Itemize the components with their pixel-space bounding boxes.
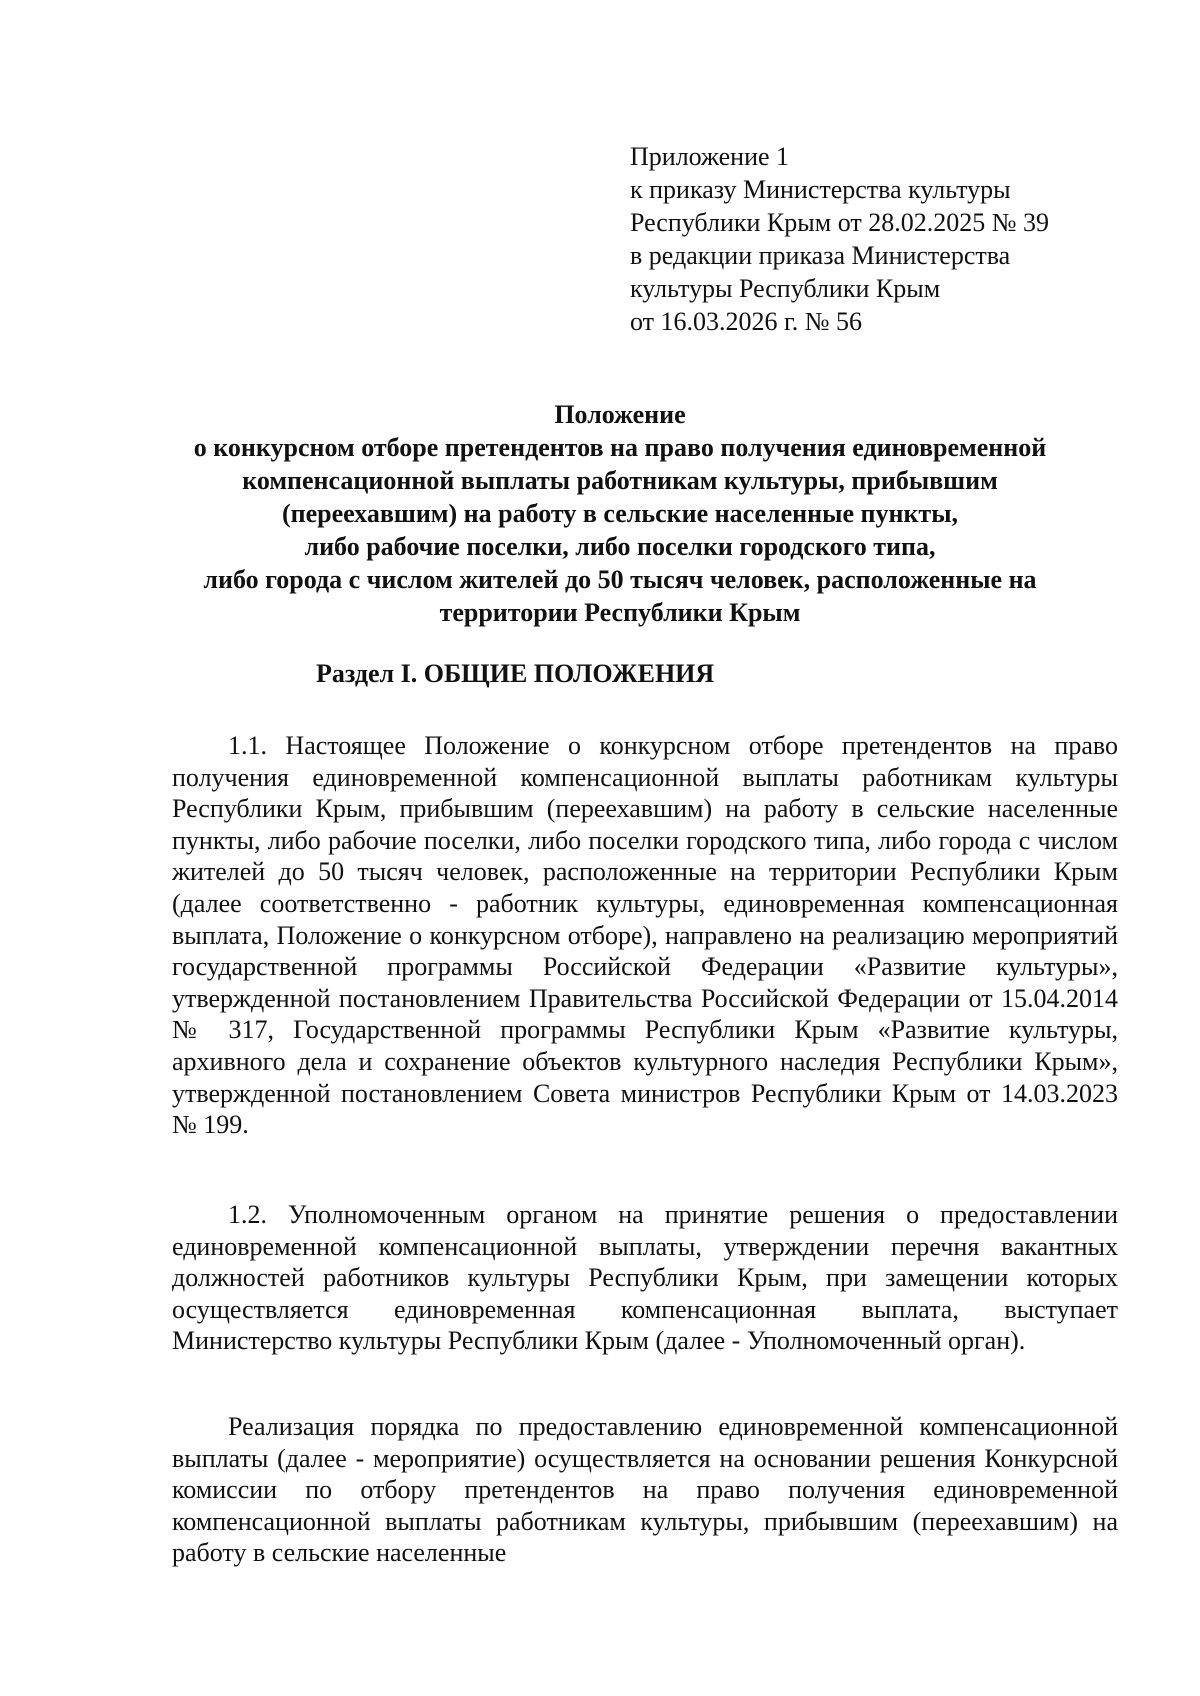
paragraph-text: 1.1. Настоящее Положение о конкурсном отборе претендентов на право получения единовременной компенсационной выплаты работникам культуры Республики Крым, прибывшим (переехавшим) на работу в сельские населенные пункты, либо рабочие поселки, либо поселки городского типа, либо города с числом жителей до 50 тысяч человек, расположенные на территории Республики Крым (далее соответственно - работник культуры, единовременная компенсационная выплата, Положение о конкурсном отборе), направлено на реализацию мероприятий государственной программы Российской Федерации «Развитие культуры», утвержденной постановлением Правительства Российской Федерации от 15.04.2014 № 317, Государственной программы Республики Крым «Развитие культуры, архивного дела и сохранение объектов культурного наследия Республики Крым», утвержденной постановлением Совета министров Республики Крым от 14.03.2023 № 199.: [172, 731, 1118, 1140]
title-line: либо города с числом жителей до 50 тысяч человек, расположенные на: [203, 565, 1037, 594]
paragraph-text: Реализация порядка по предоставлению единовременной компенсационной выплаты (далее - мероприятие) осуществляется на основании решения Конкурсной комиссии по отбору претендентов на право получения единовременной компенсационной выплаты работникам культуры, прибывшим (переехавшим) на работу в сельские населенные: [172, 1412, 1118, 1568]
title-line: компенсационной выплаты работникам культуры, прибывшим: [242, 466, 998, 495]
section-heading: Раздел I. ОБЩИЕ ПОЛОЖЕНИЯ: [316, 659, 715, 688]
title-line: территории Республики Крым: [439, 598, 801, 627]
title-line: о конкурсном отборе претендентов на право получения единовременной: [193, 433, 1047, 462]
title-line: (переехавшим) на работу в сельские населенные пункты,: [281, 499, 958, 528]
paragraph-1-2: [172, 1199, 1118, 1357]
appendix-line: к приказу Министерства культуры: [630, 175, 1011, 204]
appendix-line: в редакции приказа Министерства: [630, 241, 1011, 270]
appendix-header: [630, 140, 1049, 338]
document-title: [140, 398, 1100, 629]
appendix-line: Приложение 1: [630, 142, 790, 171]
title-line: либо рабочие поселки, либо поселки городского типа,: [304, 532, 936, 561]
appendix-line: от 16.03.2026 г. № 56: [630, 307, 863, 336]
appendix-line: культуры Республики Крым: [630, 274, 941, 303]
paragraph-text: 1.2. Уполномоченным органом на принятие решения о предоставлении единовременной компенсационной выплаты, утверждении перечня вакантных должностей работников культуры Республики Крым, при замещении которых осуществляется единовременная компенсационная выплата, выступает Министерство культуры Республики Крым (далее - Уполномоченный орган).: [172, 1200, 1118, 1356]
appendix-line: Республики Крым от 28.02.2025 № 39: [630, 208, 1050, 237]
paragraph-implementation: [172, 1411, 1118, 1569]
paragraph-1-1: [172, 730, 1118, 1141]
title-line: Положение: [554, 400, 686, 429]
